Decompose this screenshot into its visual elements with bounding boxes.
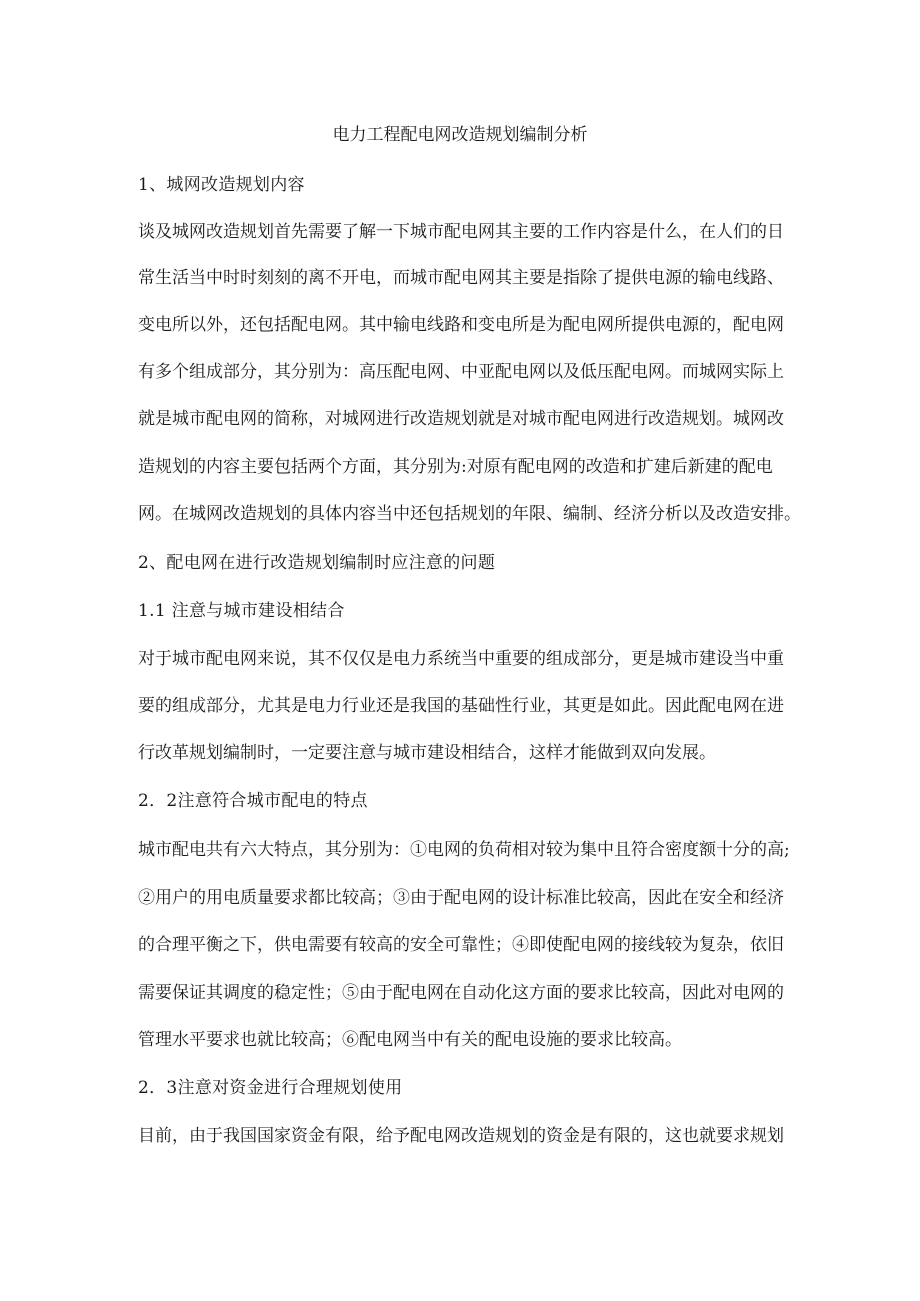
paragraph-line: 对于城市配电网来说，其不仅仅是电力系统当中重要的组成部分，更是城市建设当中重 — [138, 649, 784, 669]
paragraph-line: 变电所以外，还包括配电网。其中输电线路和变电所是为配电网所提供电源的，配电网 — [138, 315, 784, 335]
paragraph-line: 有多个组成部分，其分别为：高压配电网、中亚配电网以及低压配电网。而城网实际上 — [138, 362, 784, 382]
paragraph-line: 就是城市配电网的简称，对城网进行改造规划就是对城市配电网进行改造规划。城网改 — [138, 409, 784, 429]
paragraph-line: 目前，由于我国国家资金有限，给予配电网改造规划的资金是有限的，这也就要求规划 — [138, 1126, 784, 1146]
document-title: 电力工程配电网改造规划编制分析 — [332, 125, 588, 145]
section-heading-2: 2、配电网在进行改造规划编制时应注意的问题 — [138, 553, 496, 573]
paragraph-line: 造规划的内容主要包括两个方面，其分别为:对原有配电网的改造和扩建后新建的配电 — [138, 457, 773, 477]
paragraph-line: 管理水平要求也就比较高；⑥配电网当中有关的配电设施的要求比较高。 — [138, 1030, 682, 1050]
paragraph-line: 的合理平衡之下，供电需要有较高的安全可靠性；④即使配电网的接线较为复杂，依旧 — [138, 935, 784, 955]
paragraph-line: 常生活当中时时刻刻的离不开电，而城市配电网其主要是指除了提供电源的输电线路、 — [138, 268, 784, 288]
subsection-heading-2-3: 2．3注意对资金进行合理规划使用 — [138, 1078, 403, 1098]
paragraph-line: 行改革规划编制时，一定要注意与城市建设相结合，这样才能做到双向发展。 — [138, 743, 716, 763]
paragraph-line: 城市配电共有六大特点，其分别为：①电网的负荷相对较为集中且符合密度额十分的高; — [138, 840, 790, 860]
subsection-heading-2-2: 2．2注意符合城市配电的特点 — [138, 791, 368, 811]
paragraph-line: 要的组成部分，尤其是电力行业还是我国的基础性行业，其更是如此。因此配电网在进 — [138, 696, 784, 716]
paragraph-line: 网。在城网改造规划的具体内容当中还包括规划的年限、编制、经济分析以及改造安排。 — [138, 504, 801, 524]
paragraph-line: ②用户的用电质量要求都比较高；③由于配电网的设计标准比较高，因此在安全和经济 — [138, 888, 784, 908]
paragraph-line: 需要保证其调度的稳定性；⑤由于配电网在自动化这方面的要求比较高，因此对电网的 — [138, 983, 784, 1003]
paragraph-line: 谈及城网改造规划首先需要了解一下城市配电网其主要的工作内容是什么，在人们的日 — [138, 222, 784, 242]
section-heading-1: 1、城网改造规划内容 — [138, 175, 305, 195]
subsection-heading-1-1: 1.1 注意与城市建设相结合 — [138, 601, 345, 621]
